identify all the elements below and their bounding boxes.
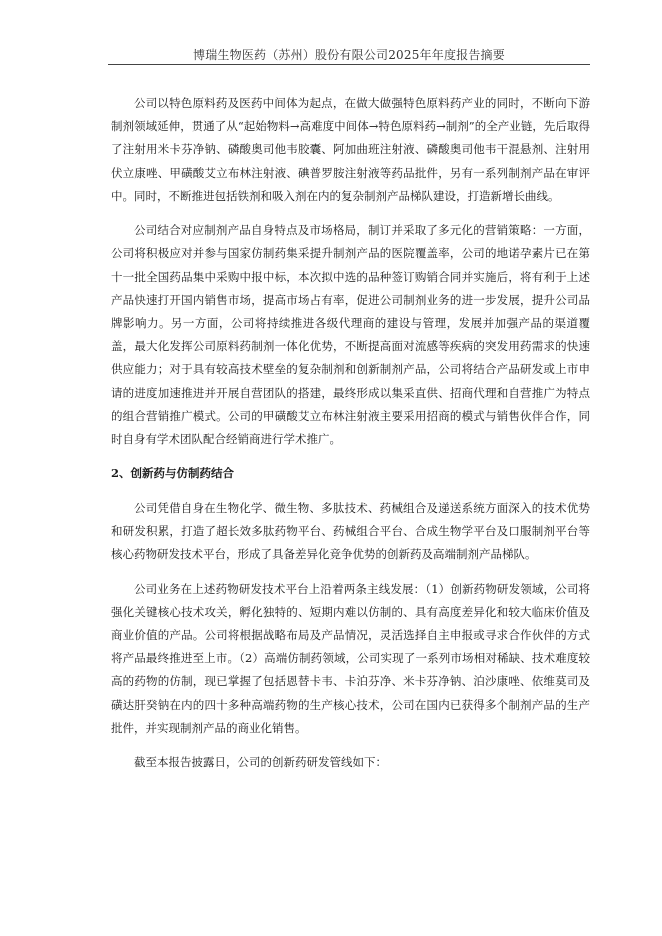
paragraph-two-main-lines: 公司业务在上述药物研发技术平台上沿着两条主线发展：（1）创新药物研发领域，公司将强化关键核心技术攻关，孵化独特的、短期内难以仿制的、具有高度差异化和较大临床价值及商业价值的产品。公司将根据战略布局及产品情况，灵活选择自主申报或寻求合作伙伴的方式将产品最终推进至上市。（2）高端仿制药领域，公司实现了一系列市场相对稀缺、技术难度较高的药物的仿制，现已掌握了包括恩替卡韦、卡泊芬净、米卡芬净钠、泊沙康唑、依维莫司及磺达肝癸钠在内的四十多种高端药物的生产核心技术，公司在国内已获得多个制剂产品的生产批件，并实现制剂产品的商业化销售。: [111, 581, 590, 735]
page-header-title: 博瑞生物医药（苏州）股份有限公司2025年年度报告摘要: [193, 48, 505, 62]
paragraph-api-and-formulation-chain: 公司以特色原料药及医药中间体为起点，在做大做强特色原料药产业的同时，不断向下游制剂领域延伸，贯通了从“起始物料→高难度中间体→特色原料药→制剂”的全产业链，先后取得了注射用米卡芬净钠、磷酸奥司他韦胶囊、阿加曲班注射液、磷酸奥司他韦干混悬剂、注射用伏立康唑、甲磺酸艾立布林注射液、碘普罗胺注射液等药品批件，另有一系列制剂产品在审评中。同时，不断推进包括铁剂和吸入剂在内的复杂制剂产品梯队建设，打造新增长曲线。: [111, 96, 590, 203]
section-heading: 2、创新药与仿制药结合: [111, 466, 235, 481]
paragraph-gap: [111, 566, 590, 577]
paragraph-gap: [111, 486, 590, 497]
paragraph-gap: [111, 208, 590, 219]
paragraph-pipeline-intro: 截至本报告披露日，公司的创新药研发管线如下：: [134, 755, 387, 770]
paragraph-gap: [111, 740, 590, 751]
report-body: [111, 92, 590, 774]
paragraph-gap: [111, 451, 590, 462]
paragraph-rd-platforms: 公司凭借自身在生物化学、微生物、多肽技术、药械组合及递送系统方面深入的技术优势和研发积累，打造了超长效多肽药物平台、药械组合平台、合成生物学平台及口服制剂平台等核心药物研发技术平台，形成了具备差异化竞争优势的创新药及高端制剂产品梯队。: [111, 500, 590, 562]
header-divider: [108, 64, 590, 65]
paragraph-marketing-strategy: 公司结合对应制剂产品自身特点及市场格局，制订并采取了多元化的营销策略：一方面，公司将积极应对并参与国家仿制药集采提升制剂产品的医院覆盖率，公司的地诺孕素片已在第十一批全国药品集中采购中报中标，本次拟中选的品种签订购销合同并实施后，将有利于上述产品快速打开国内销售市场，提高市场占有率，促进公司制剂业务的进一步发展，提升公司品牌影响力。另一方面，公司将持续推进各级代理商的建设与管理，发展并加强产品的渠道覆盖，最大化发挥公司原料药制剂一体化优势，不断提高面对流感等疾病的突发用药需求的快速供应能力；对于具有较高技术壁垒的复杂制剂和创新制剂产品，公司将结合产品研发或上市申请的进度加速推进并开展自营团队的搭建，最终形成以集采直供、招商代理和自营推广为特点的组合营销推广模式。公司的甲磺酸艾立布林注射液主要采用招商的模式与销售伙伴合作，同时自身有学术团队配合经销商进行学术推广。: [111, 223, 590, 447]
